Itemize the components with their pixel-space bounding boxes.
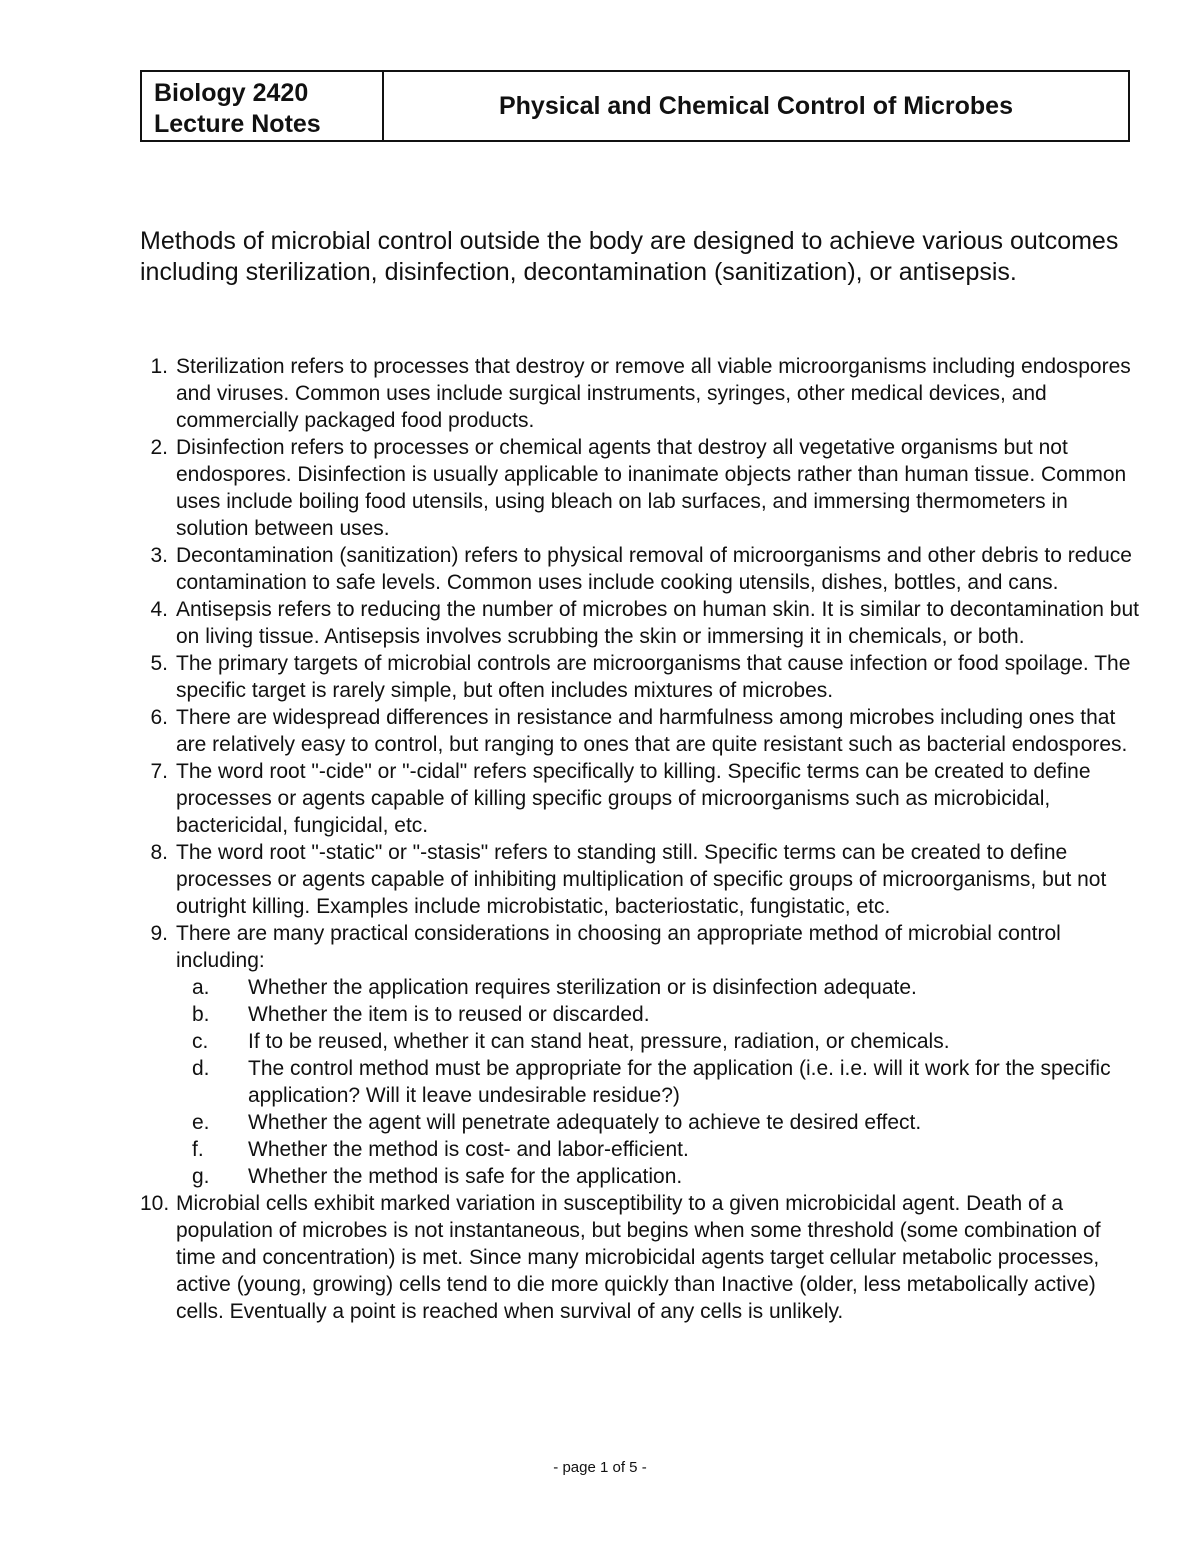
item-number: 2. [150,436,168,459]
sub-text: Whether the method is safe for the application. [248,1165,683,1188]
sublist-item [176,1136,1140,1163]
sub-text: Whether the application requires sterilization or is disinfection adequate. [248,976,917,999]
item-text: The word root "-static" or "-stasis" refers to standing still. Specific terms can be created to define processes or agents capable of inhibiting multiplication of specific groups of microorganisms, but not outright killing. Examples include microbistatic, bacteriostatic, fungistatic, etc. [176,841,1107,918]
item-number: 7. [150,760,168,783]
item-text: The primary targets of microbial controls are microorganisms that cause infection or food spoilage. The specific target is rarely simple, but often includes mixtures of microbes. [176,652,1131,702]
sub-letter: d. [192,1057,210,1080]
item-number: 6. [150,706,168,729]
sublist-item [176,1163,1140,1190]
document-title: Physical and Chemical Control of Microbes [498,91,1013,120]
item-text: There are many practical considerations in choosing an appropriate method of microbial control including: [176,922,1061,972]
item-number: 10. [140,1192,170,1215]
list-item [140,542,1140,596]
item-number: 5. [150,652,168,675]
lettered-sublist [176,974,1140,1190]
numbered-list [140,353,1140,1325]
list-item [140,758,1140,839]
list-item [140,1190,1140,1325]
intro-paragraph: Methods of microbial control outside the body are designed to achieve various outcomes including sterilization, disinfection, decontamination (sanitization), or antisepsis. [140,227,1119,286]
sub-text: If to be reused, whether it can stand heat, pressure, radiation, or chemicals. [248,1030,950,1053]
sublist-item [176,1109,1140,1136]
course-name: Biology 2420 [154,79,309,107]
item-number: 8. [150,841,168,864]
item-text: Decontamination (sanitization) refers to physical removal of microorganisms and other debris to reduce contamination to safe levels. Common uses include cooking utensils, dishes, bottles, and cans. [176,544,1132,594]
sublist-item [176,974,1140,1001]
sub-letter: a. [192,976,210,999]
list-item [140,434,1140,542]
sublist-item [176,1001,1140,1028]
sub-text: Whether the method is cost- and labor-efficient. [248,1138,689,1161]
item-text: Antisepsis refers to reducing the number of microbes on human skin. It is similar to decontamination but on living tissue. Antisepsis involves scrubbing the skin or immersing it in chemicals, or both. [176,598,1139,648]
list-item [140,650,1140,704]
course-label [142,72,384,140]
item-text: Disinfection refers to processes or chemical agents that destroy all vegetative organisms but not endospores. Disinfection is usually applicable to inanimate objects rather than human tissue. Common uses include boiling food utensils, using bleach on lab surfaces, and immersing thermometers in solution between uses. [176,436,1127,540]
sublist-item [176,1028,1140,1055]
item-number: 1. [150,355,168,378]
item-text: The word root "-cide" or "-cidal" refers specifically to killing. Specific terms can be created to define processes or agents capable of killing specific groups of microorganisms such as microbicidal, bactericidal, fungicidal, etc. [176,760,1091,837]
page-number-footer: - page 1 of 5 - [553,1459,647,1476]
item-number: 4. [150,598,168,621]
sub-letter: g. [192,1165,210,1188]
list-item [140,920,1140,1190]
sub-text: The control method must be appropriate for the application (i.e. i.e. will it work for the specific application? Will it leave undesirable residue?) [248,1057,1111,1107]
sub-text: Whether the agent will penetrate adequately to achieve te desired effect. [248,1111,922,1134]
sublist-item [176,1055,1140,1109]
item-number: 9. [150,922,168,945]
header-table [140,70,1130,142]
list-item [140,353,1140,434]
sub-letter: e. [192,1111,210,1134]
sub-letter: b. [192,1003,210,1026]
item-number: 3. [150,544,168,567]
item-text: There are widespread differences in resistance and harmfulness among microbes including ones that are relatively easy to control, but ranging to ones that are quite resistant such as bacterial endospores. [176,706,1128,756]
list-item [140,596,1140,650]
list-item [140,839,1140,920]
sub-text: Whether the item is to reused or discarded. [248,1003,650,1026]
item-text: Microbial cells exhibit marked variation in susceptibility to a given microbicidal agent. Death of a population of microbes is not instantaneous, but begins when some threshold (some combination of time and concentration) is met. Since many microbicidal agents target cellular metabolic processes, active (young, growing) cells tend to die more quickly than Inactive (older, less metabolically active) cells. Eventually a point is reached when survival of any cells is unlikely. [176,1192,1101,1323]
sub-letter: f. [192,1138,204,1161]
item-text: Sterilization refers to processes that destroy or remove all viable microorganisms including endospores and viruses. Common uses include surgical instruments, syringes, other medical devices, and commercially packaged food products. [176,355,1131,432]
course-subtitle: Lecture Notes [154,110,321,138]
list-item [140,704,1140,758]
sub-letter: c. [192,1030,209,1053]
